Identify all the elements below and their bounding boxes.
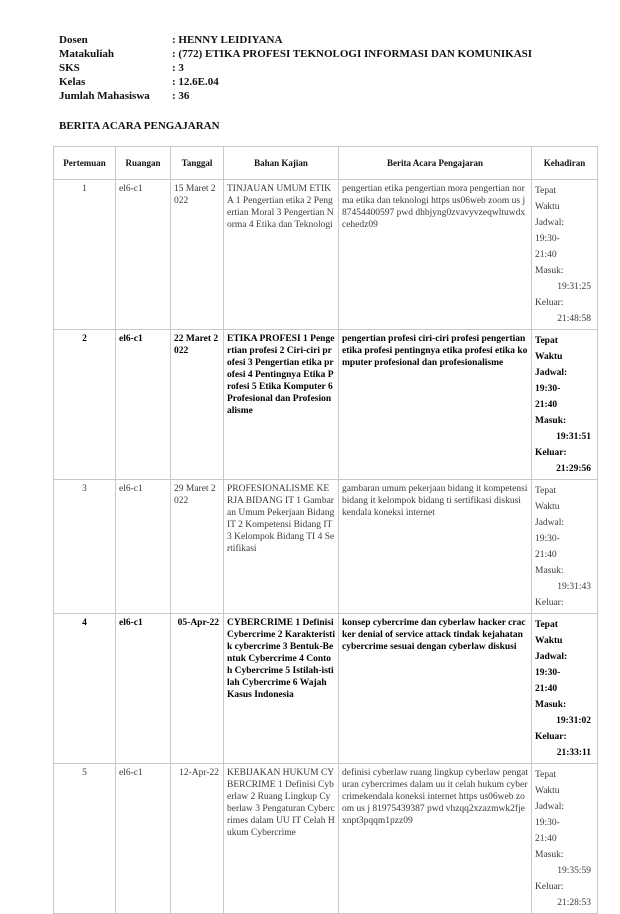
kehadiran-keluar-time: 21:28:53: [557, 898, 591, 908]
info-value: : 12.6E.04: [172, 76, 219, 88]
info-value: : 3: [172, 62, 184, 74]
kehadiran-keluar-time: 21:48:58: [557, 314, 591, 324]
cell-berita-acara: gambaran umum pekerjaan bidang it kompetensi bidang it kelompok bidang ti sertifikasi diskusi kendala koneksi internet: [339, 480, 532, 614]
info-label: SKS: [59, 62, 80, 74]
cell-pertemuan: 1: [54, 180, 116, 330]
kehadiran-jadwal-start: 19:30-: [535, 818, 560, 828]
cell-bahan-kajian: PROFESIONALISME KERJA BIDANG IT 1 Gambaran Umum Pekerjaan Bidang IT 2 Kompetensi Bidang IT 3 Kelompok Bidang TI 4 Sertifikasi: [224, 480, 339, 614]
cell-ruangan: el6-c1: [116, 614, 171, 764]
info-label: Dosen: [59, 34, 88, 46]
kehadiran-keluar-label: Keluar:: [535, 298, 564, 308]
kehadiran-tepat: Tepat: [535, 620, 558, 630]
kehadiran-keluar-label: Keluar:: [535, 882, 564, 892]
cell-bahan-kajian: TINJAUAN UMUM ETIKA 1 Pengertian etika 2 Pengertian Moral 3 Pengertian Norma 4 Etika dan Teknologi: [224, 180, 339, 330]
section-heading: BERITA ACARA PENGAJARAN: [59, 120, 220, 132]
kehadiran-keluar-label: Keluar:: [535, 598, 564, 608]
kehadiran-masuk-label: Masuk:: [535, 566, 564, 576]
table-header-row: [54, 147, 598, 180]
cell-tanggal: 22 Maret 2022: [171, 330, 224, 480]
kehadiran-jadwal-start: 19:30-: [535, 384, 561, 394]
info-label: Matakuliah: [59, 48, 115, 60]
cell-kehadiran: [532, 614, 598, 764]
cell-kehadiran: [532, 330, 598, 480]
course-info: [59, 33, 532, 103]
kehadiran-masuk-label: Masuk:: [535, 700, 567, 710]
table-row: [54, 480, 598, 614]
cell-bahan-kajian: KEBIJAKAN HUKUM CYBERCRIME 1 Definisi Cyberlaw 2 Ruang Lingkup Cyberlaw 3 Pengaturan Cybercrimes dalam UU IT Celah Hukum Cybercrime: [224, 764, 339, 914]
info-row-jumlah-mahasiswa: [59, 89, 532, 103]
cell-bahan-kajian: ETIKA PROFESI 1 Pengertian profesi 2 Ciri-ciri profesi 3 Pengertian etika profesi 4 Pentingnya Etika Profesi 5 Etika Komputer 6 Profesional dan Profesionalisme: [224, 330, 339, 480]
kehadiran-jadwal-end: 21:40: [535, 400, 558, 410]
kehadiran-tepat: Tepat: [535, 770, 556, 780]
kehadiran-jadwal-label: Jadwal:: [535, 518, 565, 528]
cell-berita-acara: pengertian profesi ciri-ciri profesi pengertian etika profesi pentingnya etika profesi etika komputer profesional dan profesionalisme: [339, 330, 532, 480]
kehadiran-masuk-time: 19:31:43: [557, 582, 591, 592]
kehadiran-waktu: Waktu: [535, 786, 560, 796]
cell-kehadiran: [532, 764, 598, 914]
kehadiran-jadwal-end: 21:40: [535, 250, 557, 260]
kehadiran-jadwal-label: Jadwal:: [535, 218, 565, 228]
cell-tanggal: 12-Apr-22: [171, 764, 224, 914]
kehadiran-waktu: Waktu: [535, 502, 560, 512]
kehadiran-tepat: Tepat: [535, 336, 558, 346]
table-row: [54, 764, 598, 914]
kehadiran-masuk-time: 19:31:02: [556, 716, 591, 726]
table-row: [54, 180, 598, 330]
kehadiran-keluar-time: 21:33:11: [556, 748, 591, 758]
cell-bahan-kajian: CYBERCRIME 1 Definisi Cybercrime 2 Karakteristik cybercrime 3 Bentuk-Bentuk Cybercrime 4 Contoh Cybercrime 5 Istilah-istilah Cybercrime 6 Wajah Kasus Indonesia: [224, 614, 339, 764]
kehadiran-masuk-label: Masuk:: [535, 266, 564, 276]
table-row: [54, 330, 598, 480]
kehadiran-jadwal-label: Jadwal:: [535, 802, 565, 812]
col-header-tanggal: Tanggal: [171, 147, 224, 180]
col-header-berita-acara: Berita Acara Pengajaran: [339, 147, 532, 180]
kehadiran-keluar-time: 21:29:56: [556, 464, 591, 474]
col-header-ruangan: Ruangan: [116, 147, 171, 180]
info-value: : (772) ETIKA PROFESI TEKNOLOGI INFORMASI DAN KOMUNIKASI: [172, 48, 533, 60]
info-value: : 36: [172, 90, 190, 102]
table-row: [54, 614, 598, 764]
cell-ruangan: el6-c1: [116, 330, 171, 480]
kehadiran-tepat: Tepat: [535, 486, 556, 496]
kehadiran-jadwal-end: 21:40: [535, 834, 557, 844]
info-row-kelas: [59, 75, 532, 89]
cell-berita-acara: konsep cybercrime dan cyberlaw hacker cracker denial of service attack tindak kejahatan cybercrime sesuai dengan cyberlaw diskusi: [339, 614, 532, 764]
kehadiran-masuk-time: 19:31:25: [557, 282, 591, 292]
berita-acara-table: [53, 146, 598, 914]
col-header-pertemuan: Pertemuan: [54, 147, 116, 180]
kehadiran-masuk-label: Masuk:: [535, 850, 564, 860]
cell-berita-acara: pengertian etika pengertian mora pengertian norma etika dan teknologi https us06web zoom us j 87454400597 pwd dhbjyng0zvavyvzeqwltuwdxcehedz09: [339, 180, 532, 330]
info-row-dosen: [59, 33, 532, 47]
kehadiran-masuk-time: 19:31:51: [556, 432, 591, 442]
kehadiran-tepat: Tepat: [535, 186, 556, 196]
info-row-matakuliah: [59, 47, 532, 61]
kehadiran-keluar-label: Keluar:: [535, 448, 567, 458]
cell-kehadiran: [532, 480, 598, 614]
col-header-bahan-kajian: Bahan Kajian: [224, 147, 339, 180]
cell-pertemuan: 4: [54, 614, 116, 764]
col-header-kehadiran: Kehadiran: [532, 147, 598, 180]
cell-pertemuan: 2: [54, 330, 116, 480]
cell-kehadiran: [532, 180, 598, 330]
kehadiran-jadwal-label: Jadwal:: [535, 652, 568, 662]
kehadiran-jadwal-start: 19:30-: [535, 534, 560, 544]
kehadiran-keluar-label: Keluar:: [535, 732, 567, 742]
cell-ruangan: el6-c1: [116, 764, 171, 914]
kehadiran-jadwal-end: 21:40: [535, 550, 557, 560]
kehadiran-jadwal-start: 19:30-: [535, 668, 561, 678]
cell-tanggal: 29 Maret 2022: [171, 480, 224, 614]
cell-berita-acara: definisi cyberlaw ruang lingkup cyberlaw pengaturan cybercrimes dalam uu it celah hukum cybercrimekendala koneksi internet https us06web zoom us j 81975439387 pwd vhzqq2xzazmwk2fjexnpt3pqqm1pzz09: [339, 764, 532, 914]
kehadiran-jadwal-label: Jadwal:: [535, 368, 568, 378]
cell-pertemuan: 3: [54, 480, 116, 614]
kehadiran-masuk-label: Masuk:: [535, 416, 567, 426]
kehadiran-jadwal-start: 19:30-: [535, 234, 560, 244]
kehadiran-masuk-time: 19:35:59: [557, 866, 591, 876]
cell-ruangan: el6-c1: [116, 480, 171, 614]
kehadiran-waktu: Waktu: [535, 636, 563, 646]
info-row-sks: [59, 61, 532, 75]
kehadiran-waktu: Waktu: [535, 202, 560, 212]
kehadiran-waktu: Waktu: [535, 352, 563, 362]
cell-tanggal: 05-Apr-22: [171, 614, 224, 764]
kehadiran-jadwal-end: 21:40: [535, 684, 558, 694]
cell-ruangan: el6-c1: [116, 180, 171, 330]
cell-pertemuan: 5: [54, 764, 116, 914]
info-value: : HENNY LEIDIYANA: [172, 34, 283, 46]
cell-tanggal: 15 Maret 2022: [171, 180, 224, 330]
info-label: Kelas: [59, 76, 86, 88]
info-label: Jumlah Mahasiswa: [59, 90, 150, 102]
